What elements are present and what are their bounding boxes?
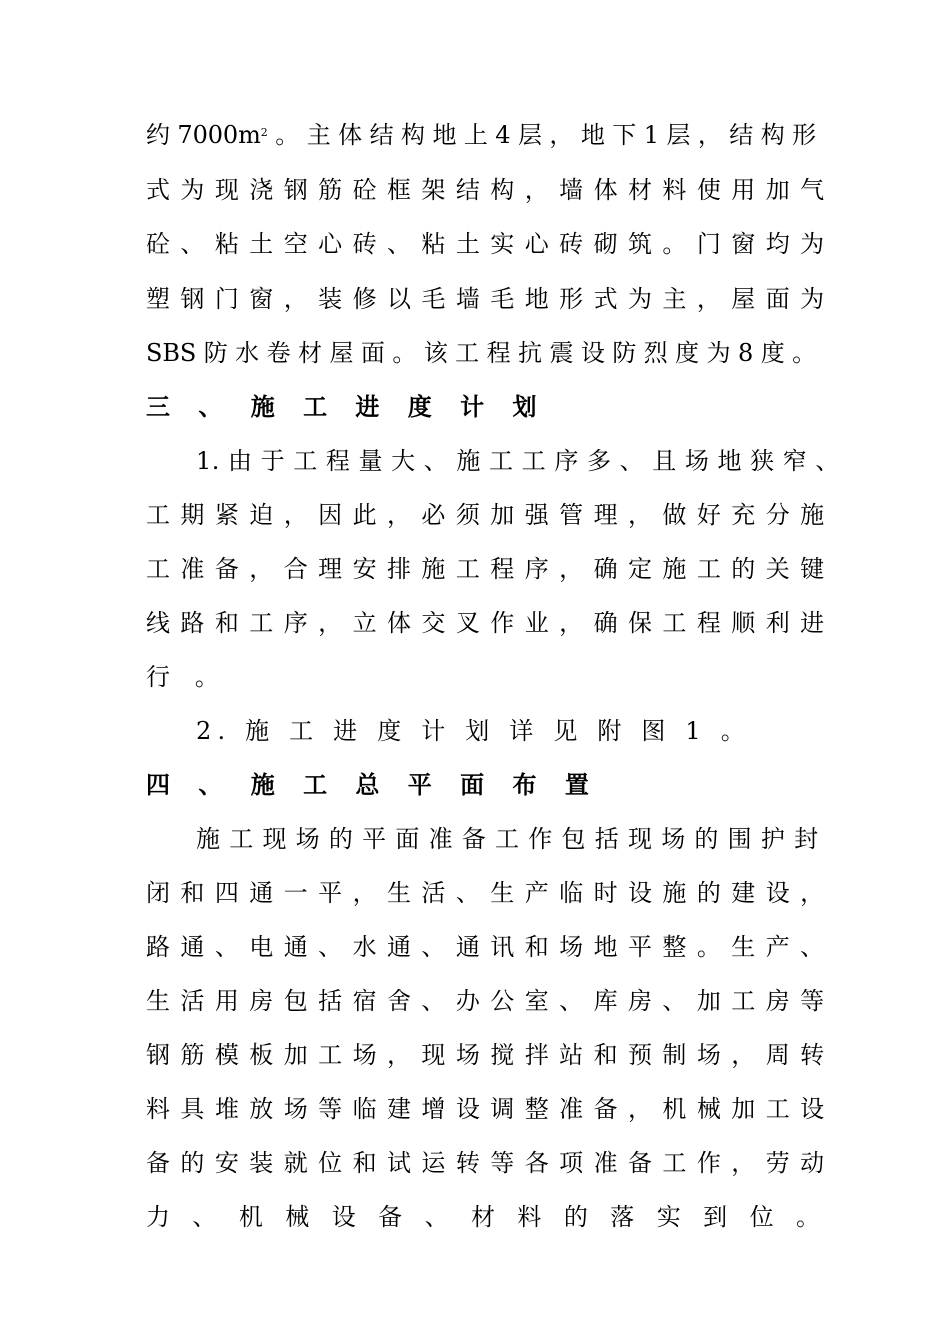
section-heading: 三 、 施 工 进 度 计 划: [146, 392, 547, 421]
text-fragment: 。 主 体 结 构 地 上 4 层 ， 地 下 1 层 ， 结 构 形: [267, 121, 817, 149]
text-line: SBS 防 水 卷 材 屋 面 。 该 工 程 抗 震 设 防 烈 度 为 8 度 。: [146, 339, 817, 367]
text-line: 砼 、 粘 土 空 心 砖 、 粘 土 实 心 砖 砌 筑 。 门 窗 均 为: [146, 230, 826, 258]
text-line: 闭 和 四 通 一 平 ， 生 活 、 生 产 临 时 设 施 的 建 设 ，: [146, 879, 826, 907]
text-line: 工 期 紧 迫 ， 因 此 ， 必 须 加 强 管 理 ， 做 好 充 分 施: [146, 501, 826, 529]
text-line: [146, 119, 826, 151]
text-line: 路 通 、 电 通 、 水 通 、 通 讯 和 场 地 平 整 。 生 产 、: [146, 933, 826, 961]
superscript: 2: [260, 126, 268, 139]
section-heading: 四 、 施 工 总 平 面 布 置: [146, 770, 599, 799]
text-line: 式 为 现 浇 钢 筋 砼 框 架 结 构 ， 墙 体 材 料 使 用 加 气: [146, 176, 826, 204]
text-line: 1. 由 于 工 程 量 大 、 施 工 工 序 多 、 且 场 地 狭 窄 、: [196, 447, 840, 475]
text-fragment: 约 7000m: [146, 121, 261, 149]
text-line: 钢 筋 模 板 加 工 场 ， 现 场 搅 拌 站 和 预 制 场 ， 周 转: [146, 1041, 826, 1069]
text-line: 备 的 安 装 就 位 和 试 运 转 等 各 项 准 备 工 作 ， 劳 动: [146, 1149, 826, 1177]
text-line: 生 活 用 房 包 括 宿 舍 、 办 公 室 、 库 房 、 加 工 房 等: [146, 987, 826, 1015]
text-line: 行 。: [146, 663, 228, 691]
text-line: 施 工 现 场 的 平 面 准 备 工 作 包 括 现 场 的 围 护 封: [196, 825, 819, 853]
text-line: 塑 钢 门 窗 ， 装 修 以 毛 墙 毛 地 形 式 为 主 ， 屋 面 为: [146, 285, 826, 313]
text-line: 工 准 备 ， 合 理 安 排 施 工 程 序 ， 确 定 施 工 的 关 键: [146, 555, 826, 583]
text-line: 力 、 机 械 设 备 、 材 料 的 落 实 到 位 。: [146, 1203, 828, 1231]
text-line: 2. 施 工 进 度 计 划 详 见 附 图 1 。: [196, 717, 751, 745]
text-line: 线 路 和 工 序 ， 立 体 交 叉 作 业 ， 确 保 工 程 顺 利 进: [146, 609, 826, 637]
text-line: 料 具 堆 放 场 等 临 建 增 设 调 整 准 备 ， 机 械 加 工 设: [146, 1095, 826, 1123]
